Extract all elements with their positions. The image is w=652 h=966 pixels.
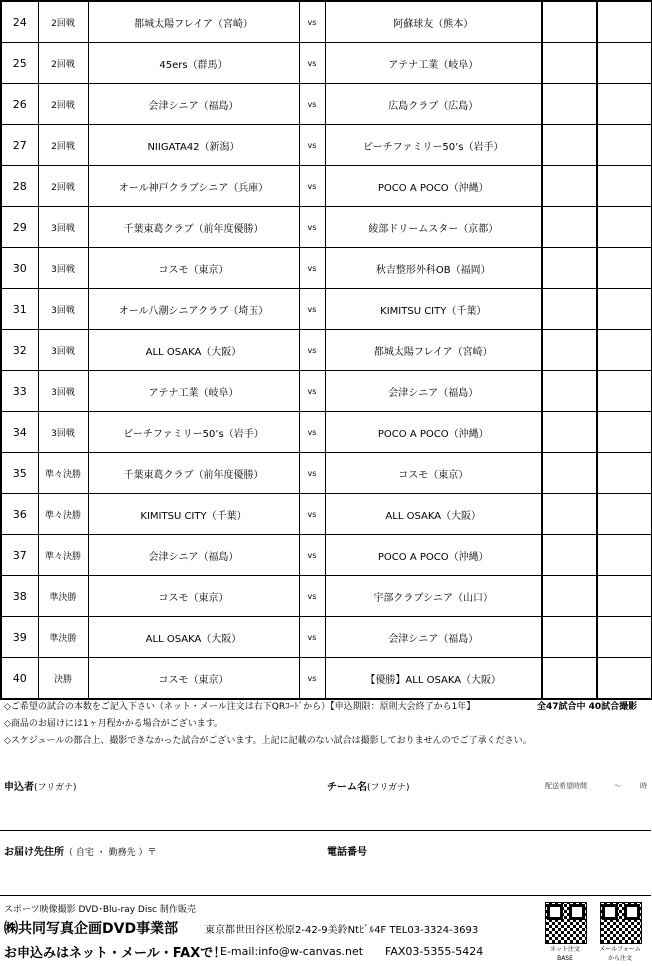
match-number: 34	[1, 412, 38, 453]
match-row	[1, 125, 652, 166]
qr-base-icon[interactable]	[545, 902, 587, 944]
match-row	[1, 248, 652, 289]
order-text: お申込みはネット・メール・FAXで！	[4, 946, 227, 961]
company-name: ㈱共同写真企画DVD事業部	[4, 921, 179, 937]
match-number: 39	[1, 617, 38, 658]
vs-label: vs	[299, 248, 325, 289]
match-number: 33	[1, 371, 38, 412]
home-team: オール八潮シニアクラブ（埼玉）	[88, 289, 299, 330]
quantity-cell-2[interactable]	[597, 248, 652, 289]
away-team: POCO A POCO（沖縄）	[325, 166, 542, 207]
match-number: 40	[1, 658, 38, 700]
home-team: ピーチファミリー50’s（岩手）	[88, 412, 299, 453]
match-number: 26	[1, 84, 38, 125]
match-round: 2回戦	[38, 43, 88, 84]
match-round: 3回戦	[38, 207, 88, 248]
home-team: 千葉東葛クラブ（前年度優勝）	[88, 207, 299, 248]
away-team: 阿蘇球友（熊本）	[325, 1, 542, 43]
quantity-cell-2[interactable]	[597, 371, 652, 412]
quantity-cell-1[interactable]	[542, 43, 597, 84]
quantity-cell-1[interactable]	[542, 125, 597, 166]
away-team: 都城太陽フレイア（宮崎）	[325, 330, 542, 371]
home-team: ALL OSAKA（大阪）	[88, 330, 299, 371]
match-round: 決勝	[38, 658, 88, 700]
match-row	[1, 576, 652, 617]
vs-label: vs	[299, 1, 325, 43]
quantity-cell-2[interactable]	[597, 166, 652, 207]
match-round: 3回戦	[38, 412, 88, 453]
note-line-1: ◇ご希望の試合の本数をご記入下さい（ネット・メール注文は右下QRｺｰﾄﾞから）【申込期限：原則大会終了から1年】	[4, 702, 476, 712]
match-row	[1, 1, 652, 43]
quantity-cell-1[interactable]	[542, 494, 597, 535]
away-team: POCO A POCO（沖縄）	[325, 412, 542, 453]
quantity-cell-2[interactable]	[597, 576, 652, 617]
match-count-note: 全47試合中 40試合撮影	[537, 702, 638, 712]
quantity-cell-1[interactable]	[542, 207, 597, 248]
home-team: 45ers（群馬）	[88, 43, 299, 84]
vs-label: vs	[299, 330, 325, 371]
company-address: 東京都世田谷区松原2-42-9美鈴Ntﾋﾞﾙ4F TEL03-3324-3693	[205, 925, 479, 936]
fax-number: FAX03-5355-5424	[385, 945, 484, 958]
quantity-cell-2[interactable]	[597, 453, 652, 494]
quantity-cell-1[interactable]	[542, 453, 597, 494]
vs-label: vs	[299, 617, 325, 658]
vs-label: vs	[299, 207, 325, 248]
vs-label: vs	[299, 166, 325, 207]
quantity-cell-2[interactable]	[597, 43, 652, 84]
vs-label: vs	[299, 453, 325, 494]
home-team: コスモ（東京）	[88, 576, 299, 617]
home-team: 千葉東葛クラブ（前年度優勝）	[88, 453, 299, 494]
delivery-hour: 時	[640, 782, 647, 790]
quantity-cell-1[interactable]	[542, 371, 597, 412]
match-round: 3回戦	[38, 371, 88, 412]
quantity-cell-2[interactable]	[597, 330, 652, 371]
vs-label: vs	[299, 412, 325, 453]
match-row	[1, 658, 652, 700]
home-team: 会津シニア（福島）	[88, 535, 299, 576]
away-team: 宇部クラブシニア（山口）	[325, 576, 542, 617]
match-number: 29	[1, 207, 38, 248]
match-row	[1, 494, 652, 535]
match-round: 準々決勝	[38, 494, 88, 535]
quantity-cell-2[interactable]	[597, 84, 652, 125]
vs-label: vs	[299, 658, 325, 700]
phone-label: 電話番号	[327, 847, 367, 858]
match-round: 準々決勝	[38, 453, 88, 494]
match-round: 2回戦	[38, 166, 88, 207]
vs-label: vs	[299, 535, 325, 576]
quantity-cell-1[interactable]	[542, 166, 597, 207]
qr-mailform-icon[interactable]	[600, 902, 642, 944]
match-round: 3回戦	[38, 289, 88, 330]
match-round: 2回戦	[38, 1, 88, 43]
match-number: 27	[1, 125, 38, 166]
away-team: アテナ工業（岐阜）	[325, 43, 542, 84]
quantity-cell-2[interactable]	[597, 125, 652, 166]
match-round: 2回戦	[38, 84, 88, 125]
quantity-cell-2[interactable]	[597, 658, 652, 700]
match-row	[1, 43, 652, 84]
match-round: 準決勝	[38, 617, 88, 658]
match-number: 30	[1, 248, 38, 289]
match-number: 25	[1, 43, 38, 84]
away-team: 綾部ドリームスター（京都）	[325, 207, 542, 248]
quantity-cell-1[interactable]	[542, 84, 597, 125]
away-team: コスモ（東京）	[325, 453, 542, 494]
home-team: コスモ（東京）	[88, 248, 299, 289]
applicant-label: 申込者(フリガナ)	[4, 782, 77, 793]
match-row	[1, 166, 652, 207]
home-team: アテナ工業（岐阜）	[88, 371, 299, 412]
vs-label: vs	[299, 289, 325, 330]
vs-label: vs	[299, 494, 325, 535]
match-number: 38	[1, 576, 38, 617]
quantity-cell-1[interactable]	[542, 1, 597, 43]
applicant-line[interactable]	[0, 830, 651, 831]
match-row	[1, 412, 652, 453]
address-line[interactable]	[0, 895, 651, 896]
away-team: ピーチファミリー50’s（岩手）	[325, 125, 542, 166]
match-number: 32	[1, 330, 38, 371]
quantity-cell-2[interactable]	[597, 289, 652, 330]
quantity-cell-2[interactable]	[597, 1, 652, 43]
home-team: 会津シニア（福島）	[88, 84, 299, 125]
qr-mailform-caption: メールフォーム から注文	[599, 946, 641, 962]
quantity-cell-1[interactable]	[542, 330, 597, 371]
match-number: 35	[1, 453, 38, 494]
match-number: 28	[1, 166, 38, 207]
away-team: ALL OSAKA（大阪）	[325, 494, 542, 535]
home-team: コスモ（東京）	[88, 658, 299, 700]
match-row	[1, 330, 652, 371]
home-team: NIIGATA42（新潟）	[88, 125, 299, 166]
quantity-cell-2[interactable]	[597, 535, 652, 576]
email-link[interactable]: E-mail:info@w-canvas.net	[220, 945, 364, 958]
delivery-time-label: 配送希望時間	[545, 782, 587, 790]
match-row	[1, 535, 652, 576]
away-team: 【優勝】ALL OSAKA（大阪）	[325, 658, 542, 700]
vs-label: vs	[299, 125, 325, 166]
match-round: 3回戦	[38, 330, 88, 371]
match-round: 2回戦	[38, 125, 88, 166]
match-round: 3回戦	[38, 248, 88, 289]
address-label: お届け先住所（ 自宅 ・ 勤務先 ）〒	[4, 847, 157, 858]
match-number: 24	[1, 1, 38, 43]
note-line-2: ◇商品のお届けには1ヶ月程かかる場合がございます。	[4, 719, 223, 729]
quantity-cell-2[interactable]	[597, 412, 652, 453]
quantity-cell-1[interactable]	[542, 289, 597, 330]
quantity-cell-1[interactable]	[542, 576, 597, 617]
home-team: オール神戸クラブシニア（兵庫）	[88, 166, 299, 207]
match-number: 36	[1, 494, 38, 535]
quantity-cell-1[interactable]	[542, 658, 597, 700]
away-team: 秋吉整形外科OB（福岡）	[325, 248, 542, 289]
home-team: KIMITSU CITY（千葉）	[88, 494, 299, 535]
quantity-cell-1[interactable]	[542, 535, 597, 576]
qr-base-caption: ネット注文 BASE	[549, 946, 580, 962]
away-team: KIMITSU CITY（千葉）	[325, 289, 542, 330]
away-team: 会津シニア（福島）	[325, 617, 542, 658]
match-round: 準々決勝	[38, 535, 88, 576]
note-line-3: ◇スケジュールの都合上、撮影できなかった試合がございます。上記に記載のない試合は撮影しておりませんのでご了承ください。	[4, 736, 532, 746]
match-number: 37	[1, 535, 38, 576]
quantity-cell-1[interactable]	[542, 412, 597, 453]
quantity-cell-2[interactable]	[597, 494, 652, 535]
home-team: ALL OSAKA（大阪）	[88, 617, 299, 658]
quantity-cell-1[interactable]	[542, 248, 597, 289]
match-row	[1, 207, 652, 248]
home-team: 都城太陽フレイア（宮崎）	[88, 1, 299, 43]
quantity-cell-2[interactable]	[597, 617, 652, 658]
vs-label: vs	[299, 371, 325, 412]
match-round: 準決勝	[38, 576, 88, 617]
quantity-cell-2[interactable]	[597, 207, 652, 248]
match-row	[1, 84, 652, 125]
match-row	[1, 453, 652, 494]
service-text: スポーツ映像撮影 DVD･Blu-ray Disc 制作販売	[4, 905, 196, 915]
notes	[4, 699, 638, 750]
team-label: チーム名(フリガナ)	[327, 782, 410, 793]
match-row	[1, 289, 652, 330]
delivery-tilde: ～	[614, 782, 621, 790]
vs-label: vs	[299, 43, 325, 84]
quantity-cell-1[interactable]	[542, 617, 597, 658]
match-row	[1, 617, 652, 658]
away-team: 広島クラブ（広島）	[325, 84, 542, 125]
away-team: POCO A POCO（沖縄）	[325, 535, 542, 576]
match-row	[1, 371, 652, 412]
vs-label: vs	[299, 84, 325, 125]
match-number: 31	[1, 289, 38, 330]
away-team: 会津シニア（福島）	[325, 371, 542, 412]
vs-label: vs	[299, 576, 325, 617]
